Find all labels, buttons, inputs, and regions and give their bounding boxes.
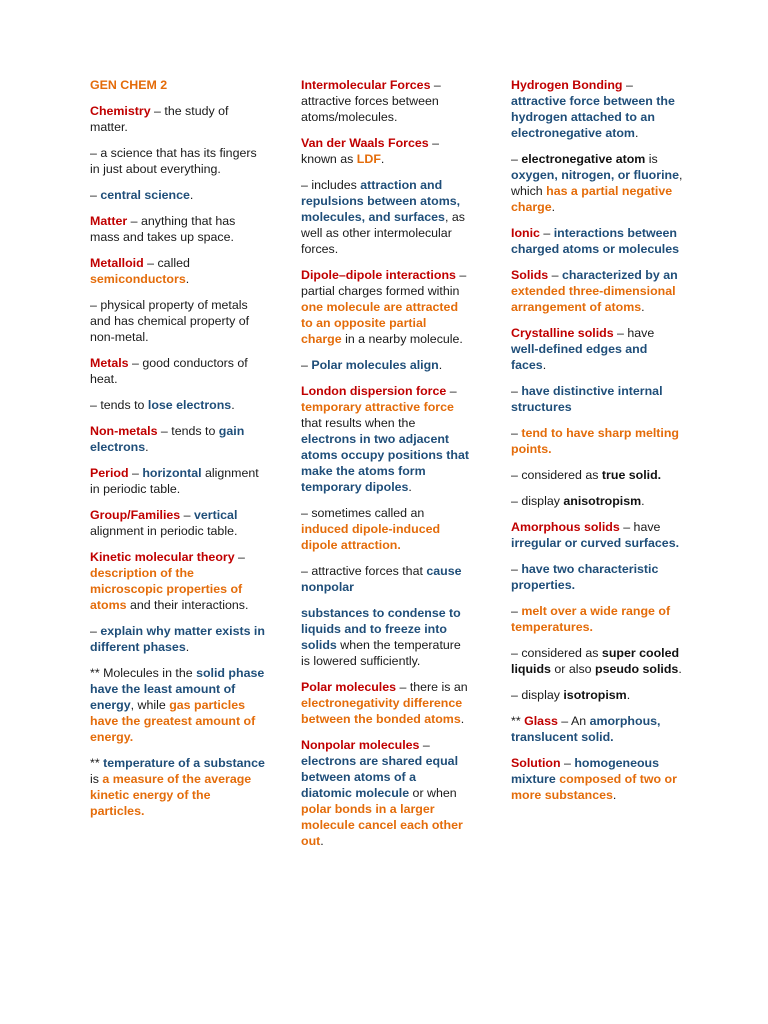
body-text: – [90,624,101,638]
highlight-orange: composed of two or more substances [511,772,677,802]
term-heading: Group/Families [90,508,181,522]
body-text: . [460,712,465,726]
body-text: – [548,268,562,282]
term-heading: Non-metals [90,424,158,438]
term-heading: Ionic [511,226,540,240]
highlight-orange: gas particles have the greatest amount of energy. [90,698,256,744]
body-text: – considered as [511,468,602,482]
note-paragraph [301,383,469,495]
note-paragraph [511,687,683,703]
note-paragraph [90,549,265,613]
note-paragraph [301,177,469,257]
body-text: – [511,426,522,440]
body-text: – sometimes called an [301,506,425,520]
body-text: . [612,788,617,802]
body-text: . [551,200,556,214]
body-text: . [380,152,385,166]
body-text: – [301,358,312,372]
body-text: – includes [301,178,361,192]
body-text: – there is an [396,680,468,694]
body-text: . [641,494,645,508]
highlight-orange: melt over a wide range of temperatures. [511,604,671,634]
body-text: – display [511,494,564,508]
note-paragraph [301,605,469,669]
column-3 [511,77,683,813]
body-text: – a science that has its fingers in just about everything. [90,146,257,176]
note-paragraph [90,187,265,203]
highlight-blue: horizontal [142,466,202,480]
note-paragraph [90,507,265,539]
bold-term: electronegative atom [521,152,646,166]
highlight-orange: induced dipole-induced dipole attraction. [301,522,441,552]
highlight-orange: polar bonds in a larger molecule cancel each other out [301,802,463,848]
body-text: is [90,772,103,786]
highlight-blue: attraction and repulsions between atoms, molecules, and surfaces [301,178,461,224]
highlight-blue: solid phase have the least amount of energy [90,666,265,712]
body-text: in a nearby molecule. [341,332,463,346]
term-heading: London dispersion force [301,384,447,398]
term-heading: Solution [511,756,561,770]
note-paragraph [511,225,683,257]
highlight-blue: vertical [193,508,238,522]
highlight-blue: homogeneous mixture [511,756,660,786]
note-paragraph [511,645,683,677]
body-text: . [438,358,443,372]
highlight-orange: temporary attractive force [301,400,454,414]
note-paragraph [301,135,469,167]
body-text: – known as [301,136,439,166]
body-text: , which [511,168,683,198]
body-text: ** [511,714,525,728]
body-text: alignment in periodic table. [90,524,238,538]
highlight-orange: description of the microscopic properties of atoms [90,566,243,612]
highlight-orange: extended three-dimensional arrangement of atoms [511,284,676,314]
body-text: – tends to [90,398,148,412]
body-text: – have [613,326,655,340]
body-text: . [678,662,682,676]
body-text: and their interactions. [126,598,249,612]
note-paragraph [90,755,265,819]
body-text: is [645,152,658,166]
bold-term: true solid. [601,468,662,482]
term-heading: Hydrogen Bonding [511,78,623,92]
body-text: . [542,358,547,372]
term-heading: Glass [524,714,558,728]
body-text: – have [619,520,661,534]
note-paragraph [90,145,265,177]
highlight-blue: cause nonpolar [301,564,462,594]
body-text: – considered as [511,646,602,660]
body-text: ** Molecules in the [90,666,197,680]
note-paragraph [301,267,469,347]
note-paragraph [90,465,265,497]
body-text: – [511,562,522,576]
note-paragraph [511,561,683,593]
body-text: – called [143,256,190,270]
term-heading: Dipole–dipole interactions [301,268,456,282]
body-text: – the study of matter. [90,104,229,134]
bold-term: isotropism [563,688,627,702]
body-text: . [408,480,412,494]
body-text: – [180,508,194,522]
bold-term: super cooled liquids [511,646,680,676]
highlight-blue: Polar molecules align [311,358,439,372]
body-text: , as well as other intermolecular forces. [301,210,465,256]
term-heading: Solids [511,268,549,282]
body-text: – [622,78,633,92]
note-paragraph [511,383,683,415]
note-paragraph [511,603,683,635]
body-text: . [626,688,631,702]
body-text: – [234,550,245,564]
note-paragraph [511,755,683,803]
highlight-blue: have distinctive internal structures [511,384,663,414]
body-text: – attractive forces between atoms/molecules. [301,78,441,124]
note-paragraph [301,563,469,595]
body-text: or when [409,786,457,800]
body-text: – [419,738,430,752]
body-text: . [641,300,645,314]
note-paragraph [90,623,265,655]
highlight-blue: attractive force between the hydrogen attached to an electronegative atom [511,94,675,140]
highlight-orange: one molecule are attracted to an opposite partial charge [301,300,459,346]
note-paragraph [511,713,683,745]
body-text: – attractive forces that [301,564,427,578]
term-heading: Amorphous solids [511,520,620,534]
body-text: – tends to [157,424,219,438]
note-paragraph [301,505,469,553]
body-text: – partial charges formed within [301,268,467,298]
note-paragraph [301,77,469,125]
body-text: – [128,466,143,480]
body-text: – [511,384,522,398]
body-text: – An [557,714,590,728]
bold-term: anisotropism [563,494,642,508]
note-paragraph [511,519,683,551]
column-2 [301,77,469,859]
note-paragraph [301,357,469,373]
highlight-blue: characterized by an [561,268,678,282]
note-paragraph [301,679,469,727]
highlight-blue: central science [100,188,190,202]
highlight-blue: well-defined edges and faces [511,342,648,372]
highlight-blue: electrons are shared equal between atoms of a diatomic molecule [301,754,459,800]
note-paragraph [511,267,683,315]
body-text: when the temperature is lowered sufficiently. [301,638,461,668]
note-paragraph [90,423,265,455]
body-text: – [446,384,457,398]
highlight-orange: electronegativity difference between the bonded atoms [301,696,463,726]
body-text: – anything that has mass and takes up space. [90,214,236,244]
body-text: . [634,126,639,140]
note-paragraph [90,103,265,135]
highlight-blue: irregular or curved surfaces. [511,536,680,550]
term-heading: Matter [90,214,128,228]
note-paragraph [511,325,683,373]
term-heading: Intermolecular Forces [301,78,431,92]
term-heading: Nonpolar molecules [301,738,420,752]
note-paragraph [90,213,265,245]
highlight-blue: temperature of a substance [103,756,265,770]
term-heading: Kinetic molecular theory [90,550,235,564]
term-heading: Polar molecules [301,680,397,694]
highlight-orange: a measure of the average kinetic energy of the particles. [90,772,252,818]
term-heading: Crystalline solids [511,326,614,340]
body-text: – [511,152,522,166]
body-text: . [185,272,190,286]
highlight-blue: explain why matter exists in different phases [90,624,265,654]
note-paragraph [511,493,683,509]
body-text: that results when the [301,416,416,430]
note-paragraph [301,737,469,849]
term-heading: Chemistry [90,104,151,118]
note-paragraph [90,355,265,387]
highlight-blue: interactions between charged atoms or molecules [511,226,680,256]
body-text: . [185,640,190,654]
note-paragraph [511,77,683,141]
highlight-orange: tend to have sharp melting points. [511,426,680,456]
column-1 [90,77,265,829]
body-text: – [539,226,554,240]
note-paragraph [90,77,265,93]
highlight-blue: oxygen, nitrogen, or fluorine [511,168,679,182]
note-paragraph [511,467,683,483]
term-heading: Metalloid [90,256,144,270]
body-text: alignment in periodic table. [90,466,259,496]
body-text: . [145,440,149,454]
body-text: – physical property of metals and has chemical property of non-metal. [90,298,250,344]
highlight-orange: semiconductors [90,272,186,286]
body-text: ** [90,756,104,770]
highlight-blue: amorphous, translucent solid. [511,714,661,744]
note-paragraph [511,151,683,215]
note-paragraph [90,665,265,745]
body-text: – [90,188,101,202]
highlight-blue: have two characteristic properties. [511,562,659,592]
highlight-blue: gain electrons [90,424,245,454]
body-text: . [189,188,194,202]
bold-term: pseudo solids [595,662,679,676]
term-heading: Metals [90,356,129,370]
body-text: – [511,604,522,618]
body-text: or also [550,662,596,676]
highlight-blue: substances to condense to liquids and to freeze into solids [301,606,461,652]
highlight-blue: electrons in two adjacent atoms occupy positions that make the atoms form temporary dipoles [301,432,469,494]
note-paragraph [511,425,683,457]
body-text: , while [130,698,170,712]
highlight-blue: lose electrons [147,398,232,412]
body-text: – display [511,688,564,702]
highlight-orange: LDF [356,152,381,166]
note-paragraph [90,255,265,287]
body-text: . [231,398,235,412]
body-text: . [320,834,324,848]
term-heading: Period [90,466,129,480]
body-text: – [560,756,575,770]
note-paragraph [90,297,265,345]
highlight-orange: GEN CHEM 2 [90,78,168,92]
note-paragraph [90,397,265,413]
body-text: – good conductors of heat. [90,356,248,386]
highlight-orange: has a partial negative charge [511,184,673,214]
term-heading: Van der Waals Forces [301,136,429,150]
